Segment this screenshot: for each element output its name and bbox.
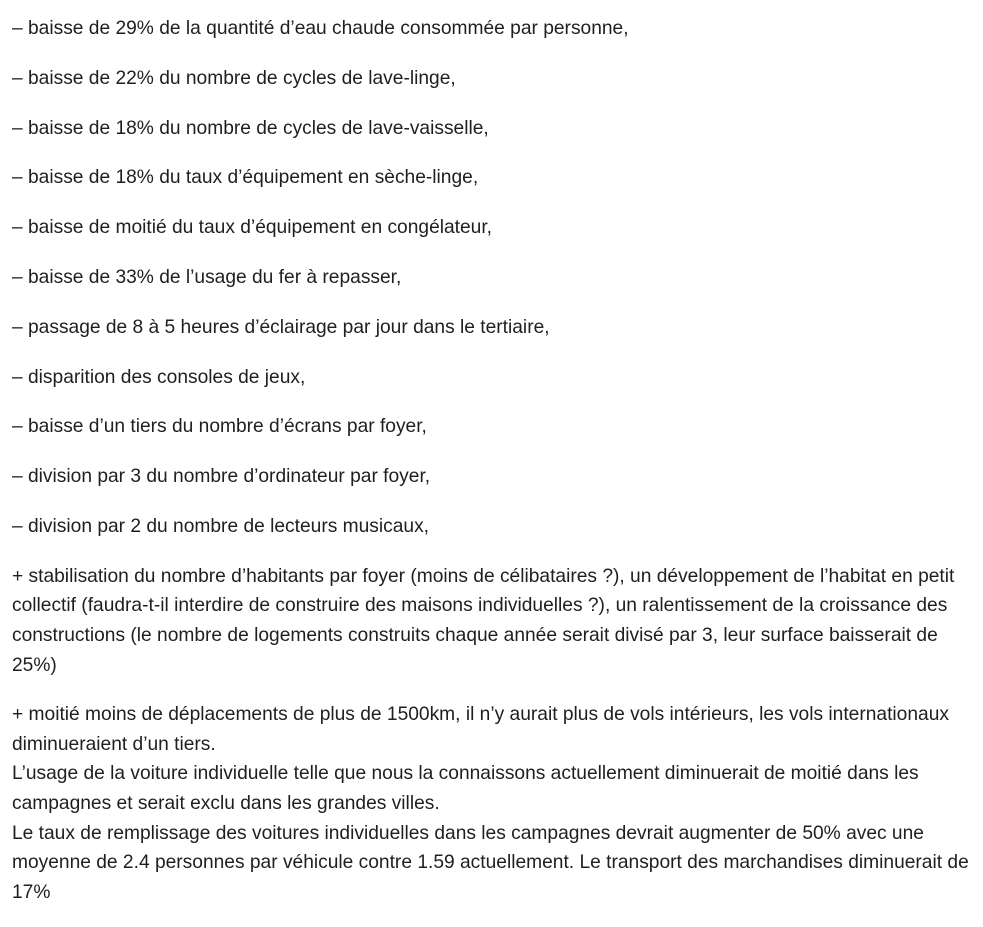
list-item: – division par 3 du nombre d’ordinateur par foyer, [12, 466, 431, 488]
list-item: – baisse de 18% du taux d’équipement en sèche-linge, [12, 167, 479, 189]
list-item: – baisse de 29% de la quantité d’eau chaude consommée par personne, [12, 18, 629, 39]
document-body [12, 14, 980, 927]
list-item: – baisse de 22% du nombre de cycles de lave-linge, [12, 67, 456, 89]
list-item: – baisse de moitié du taux d’équipement en congélateur, [12, 217, 493, 239]
list-item: – baisse de 18% du nombre de cycles de lave-vaisselle, [12, 117, 489, 139]
list-item: – division par 2 du nombre de lecteurs musicaux, [12, 515, 430, 537]
housing-paragraph-block [12, 562, 980, 680]
travel-paragraph: + moitié moins de déplacements de plus de 1500km, il n’y aurait plus de vols intérieurs, les vols internationaux diminueraient d’un tiers. [12, 704, 949, 755]
housing-paragraph: + stabilisation du nombre d’habitants par foyer (moins de célibataires ?), un développement de l’habitat en petit collectif (faudra-t-il interdire de construire des maisons individuelles ?), un ralentissement de la croissance des constructions (le nombre de logements construits chaque année serait divisé par 3, leur surface baisserait de 25%) [12, 565, 955, 676]
transport-paragraph-block [12, 700, 980, 907]
measures-list [12, 14, 980, 541]
car-occupancy-paragraph: Le taux de remplissage des voitures individuelles dans les campagnes devrait augmenter de 50% avec une moyenne de 2.4 personnes par véhicule contre 1.59 actuellement. Le transport des marchandises diminuerait de 17% [12, 822, 969, 903]
list-item: – baisse d’un tiers du nombre d’écrans par foyer, [12, 416, 427, 438]
car-usage-paragraph: L’usage de la voiture individuelle telle que nous la connaissons actuellement diminuerait de moitié dans les campagnes et serait exclu dans les grandes villes. [12, 763, 919, 814]
list-item: – disparition des consoles de jeux, [12, 366, 306, 388]
list-item: – passage de 8 à 5 heures d’éclairage par jour dans le tertiaire, [12, 316, 550, 338]
list-item: – baisse de 33% de l’usage du fer à repasser, [12, 266, 402, 288]
